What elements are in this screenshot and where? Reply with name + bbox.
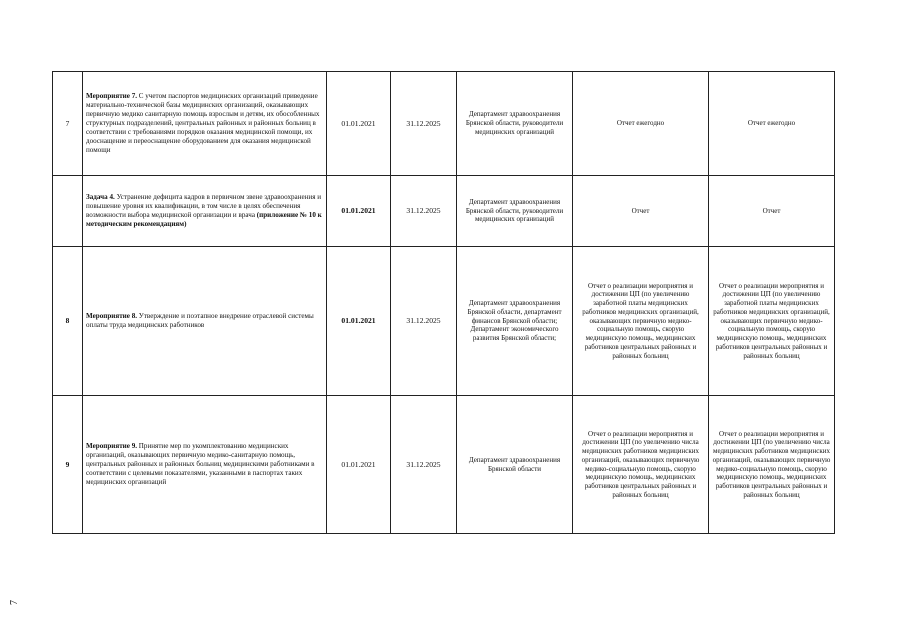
task-text: Устранение дефицита кадров в первичном звене здравоохранения и повышение уровня их квалификации, в том числе в целях обеспечения возможности выбора медицинской организации и врача bbox=[86, 193, 322, 219]
start-date: 01.01.2021 bbox=[327, 72, 391, 176]
result-cell: Отчет bbox=[709, 176, 835, 247]
result-cell: Отчет о реализации мероприятия и достижении ЦП (по увеличению числа медицинских работников медицинских организаций, оказывающих первичную медико-социальную помощь, скорую медицинскую помощь, медицинских работников центральных районных и районных больниц bbox=[573, 396, 709, 534]
activity-description bbox=[83, 247, 327, 396]
result-cell: Отчет о реализации мероприятия и достижении ЦП (по увеличению заработной платы медицинских работников медицинских организаций, оказывающих первичную медико-социальную помощь, скорую медицинскую помощь, медицинских работников центральных районных и районных больниц bbox=[709, 247, 835, 396]
table-row bbox=[53, 396, 835, 534]
activity-description bbox=[83, 396, 327, 534]
responsible-executor: Департамент здравоохранения Брянской области bbox=[457, 396, 573, 534]
start-date-value: 01.01.2021 bbox=[341, 316, 376, 326]
result-cell: Отчет bbox=[573, 176, 709, 247]
activity-title: Мероприятие 9. bbox=[86, 442, 138, 451]
plan-table bbox=[52, 71, 835, 534]
row-number bbox=[53, 176, 83, 247]
result-cell: Отчет о реализации мероприятия и достижении ЦП (по увеличению заработной платы медицинских работников медицинских организаций, оказывающих первичную медико-социальную помощь, скорую медицинскую помощь, медицинских работников центральных районных и районных больниц bbox=[573, 247, 709, 396]
task-description bbox=[83, 176, 327, 247]
end-date: 31.12.2025 bbox=[391, 176, 457, 247]
result-cell: Отчет ежегодно bbox=[573, 72, 709, 176]
page-number: 7 bbox=[9, 600, 20, 605]
task-reference: (приложение № 10 к методическим рекомендациям) bbox=[86, 211, 322, 228]
responsible-executor: Департамент здравоохранения Брянской области, руководители медицинских организаций bbox=[457, 72, 573, 176]
end-date: 31.12.2025 bbox=[391, 396, 457, 534]
activity-text: С учетом паспортов медицинских организаций приведение материально-технической базы медицинских организаций, оказывающих первичную медико санитарную помощь взрослым и детям, их обособленных структурных подразделений, центральных районных и районных больниц в соответствии с требованиями порядков оказания медицинской помощи, их дооснащение и переоснащение оборудованием для оказания медицинской помощи bbox=[86, 92, 320, 154]
result-cell: Отчет ежегодно bbox=[709, 72, 835, 176]
activity-title: Мероприятие 7. bbox=[86, 92, 138, 101]
start-date: 01.01.2021 bbox=[327, 396, 391, 534]
table-row bbox=[53, 247, 835, 396]
start-date bbox=[327, 247, 391, 396]
end-date: 31.12.2025 bbox=[391, 72, 457, 176]
row-number bbox=[53, 247, 83, 396]
document-page bbox=[52, 71, 835, 534]
row-number: 7 bbox=[53, 72, 83, 176]
activity-description bbox=[83, 72, 327, 176]
row-number bbox=[53, 396, 83, 534]
row-number-value: 8 bbox=[65, 316, 70, 326]
task-title: Задача 4. bbox=[86, 193, 115, 202]
start-date-value: 01.01.2021 bbox=[341, 206, 376, 216]
activity-text: Принятие мер по укомплектованию медицинских организаций, оказывающих первичную медико-санитарную помощь, центральных районных и районных больниц медицинскими работниками в соответствии с целевыми показателями, указанными в паспортах таких медицинских организаций bbox=[86, 442, 315, 486]
end-date: 31.12.2025 bbox=[391, 247, 457, 396]
table-row bbox=[53, 176, 835, 247]
table-row bbox=[53, 72, 835, 176]
responsible-executor: Департамент здравоохранения Брянской области, департамент финансов Брянской области; Департамент экономического развития Брянской области; bbox=[457, 247, 573, 396]
responsible-executor: Департамент здравоохранения Брянской области, руководители медицинских организаций bbox=[457, 176, 573, 247]
start-date bbox=[327, 176, 391, 247]
row-number-value: 9 bbox=[65, 459, 70, 469]
result-cell: Отчет о реализации мероприятия и достижении ЦП (по увеличению числа медицинских работников медицинских организаций, оказывающих первичную медико-социальную помощь, скорую медицинскую помощь, медицинских работников центральных районных и районных больниц bbox=[709, 396, 835, 534]
activity-text: Утверждение и поэтапное внедрение отраслевой системы оплаты труда медицинских работников bbox=[86, 312, 314, 329]
activity-title: Мероприятие 8. bbox=[86, 312, 138, 321]
